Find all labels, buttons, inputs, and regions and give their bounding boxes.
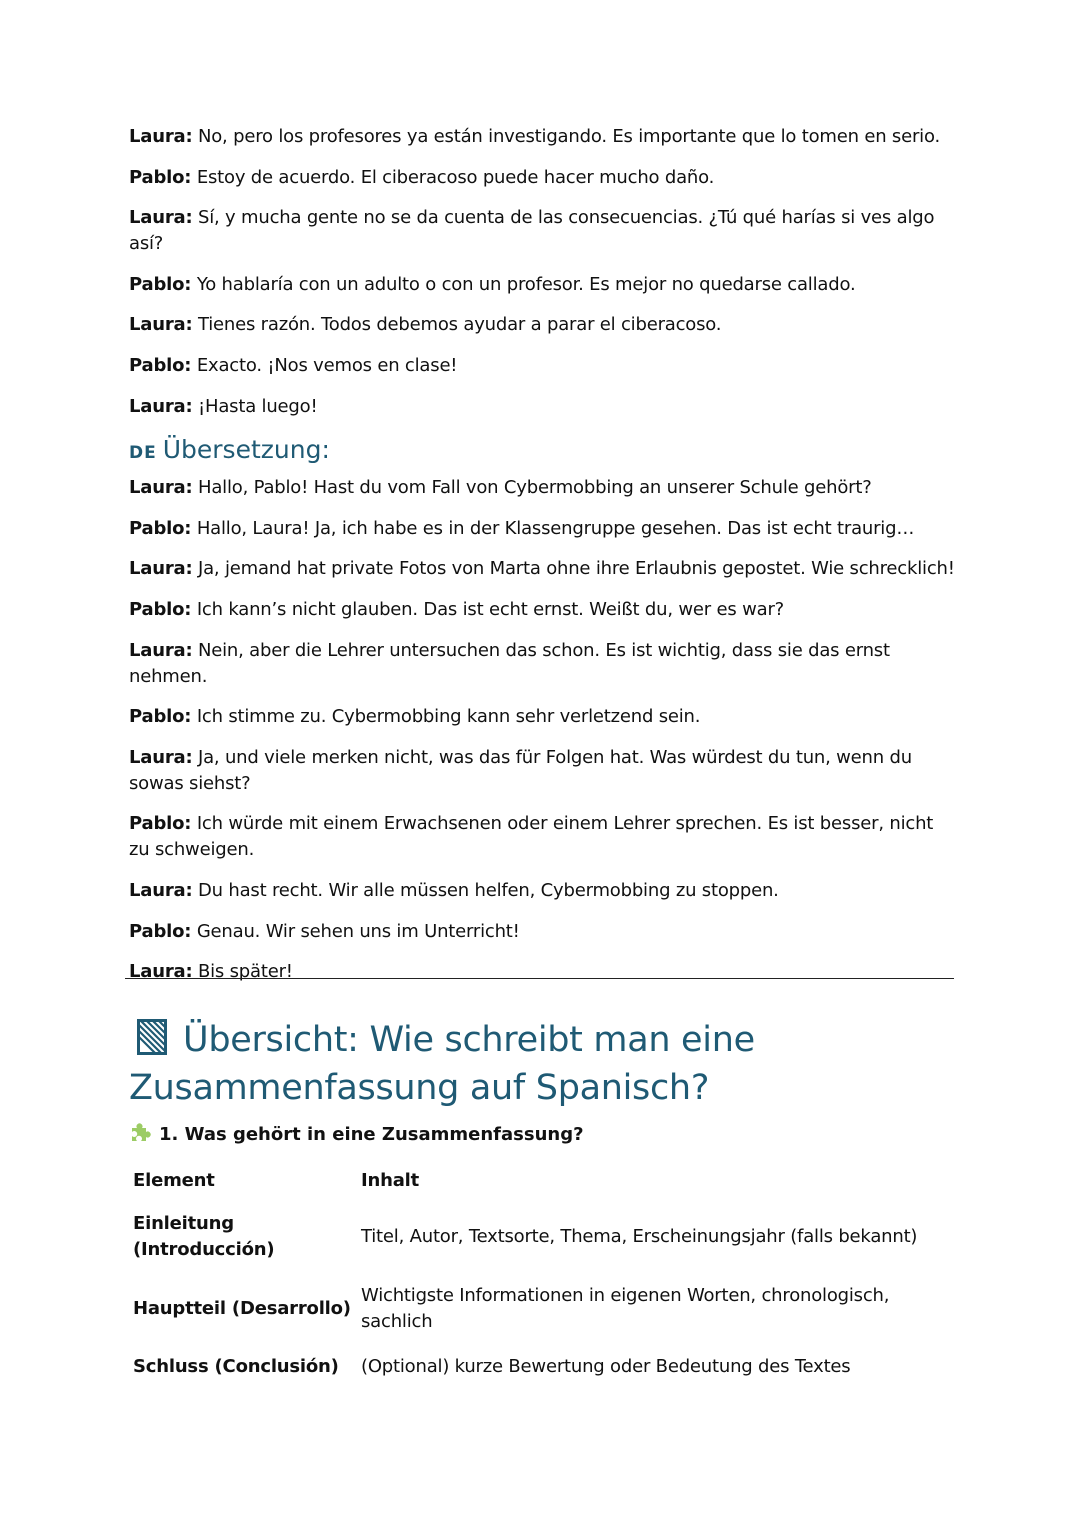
dialogue-text: Genau. Wir sehen uns im Unterricht! <box>196 920 520 942</box>
translation-heading <box>129 434 959 469</box>
speaker-name: Pablo: <box>129 598 192 620</box>
dialogue-line <box>129 704 959 730</box>
speaker-name: Pablo: <box>129 354 192 376</box>
overview-title-text: Übersicht: Wie schreibt man eine Zusammenfassung auf Spanisch? <box>129 1020 755 1108</box>
dialogue-line <box>129 394 959 420</box>
dialogue-line <box>129 124 959 150</box>
table-row <box>129 1342 955 1392</box>
speaker-name: Laura: <box>129 126 193 147</box>
speaker-name: Pablo: <box>129 166 192 188</box>
section-heading-text: 1. Was gehört in eine Zusammenfassung? <box>159 1124 584 1145</box>
speaker-name: Laura: <box>129 879 193 901</box>
dialogue-text: Sí, y mucha gente no se da cuenta de las consecuencias. ¿Tú qué harías si ves algo así? <box>129 207 935 255</box>
dialogue-text: Hallo, Pablo! Hast du vom Fall von Cybermobbing an unserer Schule gehört? <box>197 477 872 499</box>
table-cell-content: Wichtigste Informationen in eigenen Worten, chronologisch, sachlich <box>361 1285 890 1332</box>
horizontal-divider <box>125 978 954 979</box>
table-header-cell: Inhalt <box>361 1170 420 1191</box>
dialogue-text: Tienes razón. Todos debemos ayudar a parar el ciberacoso. <box>197 314 722 336</box>
language-tag: DE <box>129 443 157 464</box>
speaker-name: Pablo: <box>129 706 192 728</box>
dialogue-text: Estoy de acuerdo. El ciberacoso puede hacer mucho daño. <box>196 166 715 188</box>
speaker-name: Laura: <box>129 207 193 229</box>
dialogue-text: Hallo, Laura! Ja, ich habe es in der Klassengruppe gesehen. Das ist echt traurig… <box>196 517 915 539</box>
dialogue-text: Ich kann’s nicht glauben. Das ist echt ernst. Weißt du, wer es war? <box>196 598 784 620</box>
speaker-name: Laura: <box>129 558 193 580</box>
summary-table <box>129 1164 955 1392</box>
dialogue-line <box>129 165 959 191</box>
dialogue-line <box>129 353 959 379</box>
dialogue-line <box>129 597 959 623</box>
dialogue-text: Yo hablaría con un adulto o con un profesor. Es mejor no quedarse callado. <box>196 273 856 295</box>
dialogue-german <box>129 475 959 985</box>
dialogue-line <box>129 205 959 257</box>
dialogue-line <box>129 959 959 985</box>
dialogue-line <box>129 878 959 904</box>
dialogue-text: Exacto. ¡Nos vemos en clase! <box>196 354 458 376</box>
speaker-name: Laura: <box>129 314 193 336</box>
dialogue-text: Ich stimme zu. Cybermobbing kann sehr verletzend sein. <box>196 706 701 728</box>
dialogue-text: Ja, und viele merken nicht, was das für Folgen hat. Was würdest du tun, wenn du sowas siehst? <box>129 746 912 794</box>
dialogue-line <box>129 516 959 542</box>
table-cell-element: Einleitung (Introducción) <box>133 1213 275 1260</box>
dialogue-text: Ja, jemand hat private Fotos von Marta ohne ihre Erlaubnis gepostet. Wie schrecklich! <box>197 558 955 580</box>
dialogue-text: Du hast recht. Wir alle müssen helfen, Cybermobbing zu stoppen. <box>197 879 779 901</box>
table-row <box>129 1198 955 1276</box>
table-cell-element: Hauptteil (Desarrollo) <box>133 1298 351 1319</box>
speaker-name: Laura: <box>129 639 193 661</box>
dialogue-line <box>129 638 959 690</box>
overview-title <box>129 1016 949 1112</box>
dialogue-text: Ich würde mit einem Erwachsenen oder einem Lehrer sprechen. Es ist besser, nicht zu schweigen. <box>129 813 934 861</box>
speaker-name: Laura: <box>129 477 193 499</box>
table-cell-content: (Optional) kurze Bewertung oder Bedeutung des Textes <box>361 1356 851 1377</box>
document-lines-icon <box>137 1019 167 1055</box>
speaker-name: Laura: <box>129 961 193 983</box>
table-row <box>129 1276 955 1342</box>
puzzle-piece-icon <box>129 1122 151 1144</box>
dialogue-spanish <box>129 124 959 420</box>
dialogue-line <box>129 811 959 863</box>
speaker-name: Laura: <box>129 746 193 768</box>
dialogue-text: No, pero los profesores ya están investigando. Es importante que lo tomen en serio. <box>197 126 941 147</box>
speaker-name: Laura: <box>129 395 193 417</box>
section-heading <box>129 1122 584 1148</box>
table-header-row <box>129 1164 955 1198</box>
dialogue-line <box>129 919 959 945</box>
dialogue-line <box>129 745 959 797</box>
speaker-name: Pablo: <box>129 813 192 835</box>
dialogue-line <box>129 272 959 298</box>
document-page <box>129 124 959 1000</box>
speaker-name: Pablo: <box>129 920 192 942</box>
translation-heading-text: Übersetzung: <box>162 435 330 465</box>
speaker-name: Pablo: <box>129 517 192 539</box>
speaker-name: Pablo: <box>129 273 192 295</box>
dialogue-line <box>129 556 959 582</box>
table-header-cell: Element <box>133 1170 215 1191</box>
table-cell-content: Titel, Autor, Textsorte, Thema, Erscheinungsjahr (falls bekannt) <box>361 1226 918 1247</box>
dialogue-text: Nein, aber die Lehrer untersuchen das schon. Es ist wichtig, dass sie das ernst nehmen. <box>129 639 890 687</box>
dialogue-line <box>129 312 959 338</box>
table-cell-element: Schluss (Conclusión) <box>133 1356 339 1377</box>
dialogue-text: Bis später! <box>197 961 293 983</box>
dialogue-line <box>129 475 959 501</box>
dialogue-text: ¡Hasta luego! <box>197 395 318 417</box>
